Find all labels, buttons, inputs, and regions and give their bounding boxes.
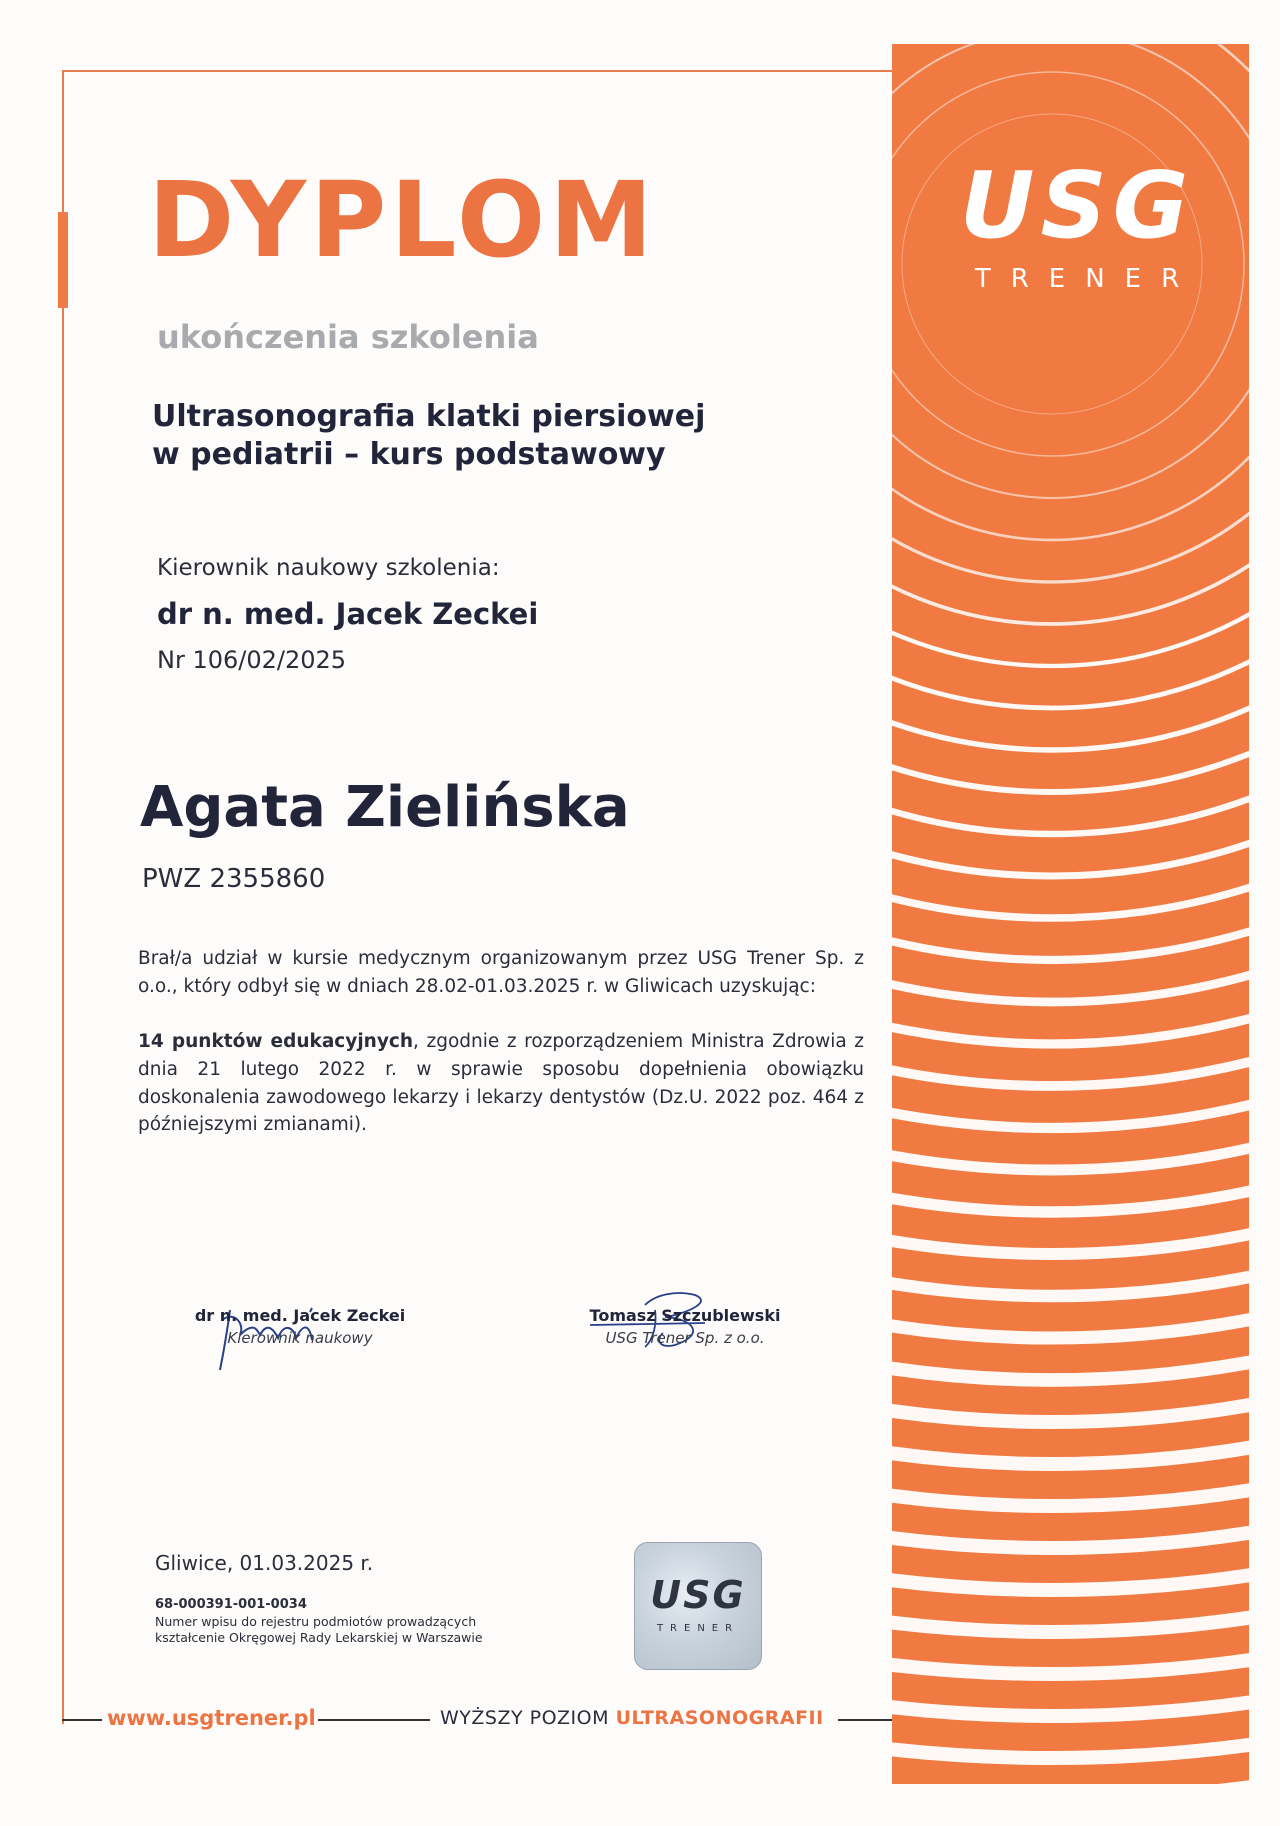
signature-name: Tomasz Szczublewski — [589, 1306, 781, 1325]
diploma-number: Nr 106/02/2025 — [157, 646, 347, 674]
frame-left-accent — [58, 212, 68, 308]
signature-role: Kierownik naukowy — [227, 1329, 373, 1347]
points-bold: 14 punktów edukacyjnych — [138, 1031, 414, 1052]
course-title-line1: Ultrasonografia klatki piersiowej — [152, 399, 706, 434]
registry-number: 68-000391-001-0034 — [155, 1597, 307, 1612]
signature-role: USG Trener Sp. z o.o. — [605, 1329, 765, 1347]
footer-line-left — [62, 1719, 102, 1721]
diploma-title: DYPLOM — [148, 159, 657, 281]
participation-paragraph: Brał/a udział w kursie medycznym organizowanym przez USG Trener Sp. z o.o., który odbył się w dniach 28.02-01.03.2025 r. w Gliwicach uzyskując: — [138, 948, 864, 997]
place-date: Gliwice, 01.03.2025 r. — [155, 1551, 374, 1575]
registry-info — [155, 1614, 483, 1647]
footer-tagline — [440, 1707, 824, 1729]
frame-left-line — [62, 70, 64, 1724]
participant-pwz: PWZ 2355860 — [142, 864, 326, 894]
registry-info-line1: Numer wpisu do rejestru podmiotów prowadzących — [155, 1614, 477, 1629]
participant-name: Agata Zielińska — [140, 775, 630, 840]
footer-tag-plain: WYŻSZY POZIOM — [440, 1707, 616, 1729]
signature-block-lead — [180, 1306, 420, 1347]
wave-arc — [892, 44, 1249, 750]
signature-block-company — [555, 1306, 815, 1347]
diploma-subtitle: ukończenia szkolenia — [157, 318, 539, 356]
scientific-lead-name: dr n. med. Jacek Zeckei — [157, 597, 539, 631]
frame-top-line — [62, 70, 900, 72]
course-title — [152, 398, 705, 473]
scientific-lead-label: Kierownik naukowy szkolenia: — [157, 555, 500, 581]
points-paragraph — [138, 1028, 864, 1139]
registry-info-line2: kształcenie Okręgowej Rady Lekarskiej w Warszawie — [155, 1630, 483, 1646]
logo-main-text: USG — [959, 152, 1195, 259]
course-title-line2: w pediatrii – kurs podstawowy — [152, 436, 666, 472]
footer-tag-accent: ULTRASONOGRAFII — [615, 1707, 824, 1729]
footer-website-link[interactable]: www.usgtrener.pl — [107, 1706, 316, 1730]
footer-line-mid — [318, 1719, 430, 1721]
usg-trener-logo — [952, 152, 1202, 294]
wave-arc — [892, 44, 1249, 624]
logo-sub-text: TRENER — [974, 264, 1200, 294]
hologram-main-text: USG — [650, 1573, 746, 1617]
footer-line-right — [838, 1719, 892, 1721]
signature-name: dr n. med. Jacek Zeckei — [194, 1306, 406, 1325]
hologram-sub-text: TRENER — [656, 1623, 740, 1634]
decorative-orange-stripe — [892, 44, 1249, 1784]
wave-arcs-pattern — [892, 44, 1249, 1784]
hologram-seal — [634, 1542, 762, 1670]
points-rest: , zgodnie z rozporządzeniem Ministra Zdrowia z dnia 21 lutego 2022 r. w sprawie sposobu dopełnienia obowiązku doskonalenia zawodowego lekarzy i lekarzy dentystów (Dz.U. 2022 poz. 464 z późniejszymi zmianami). — [138, 1031, 864, 1136]
